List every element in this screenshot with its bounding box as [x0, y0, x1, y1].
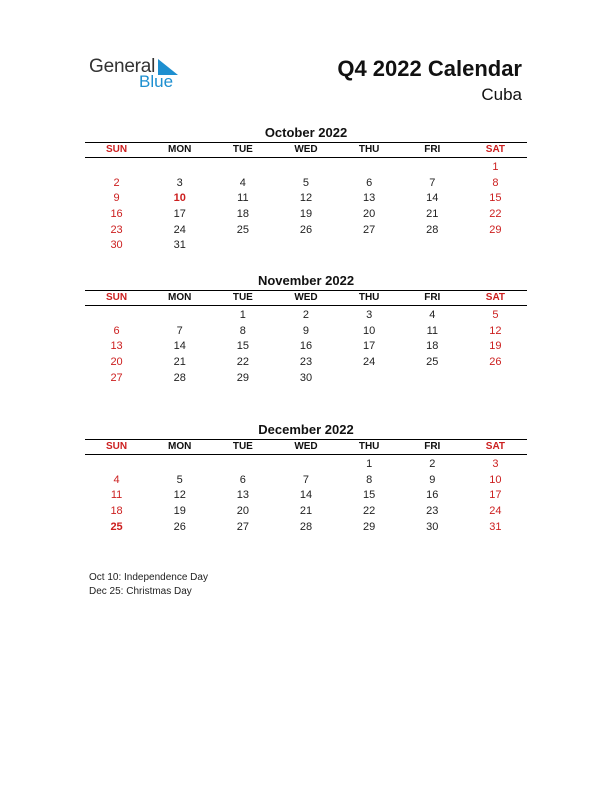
day-cell: 27: [110, 371, 123, 384]
month-december: [85, 421, 527, 535]
day-empty: [211, 457, 274, 473]
day-cell: 1: [239, 309, 246, 321]
day-cell: 30: [110, 239, 123, 252]
day-cell: 19: [489, 340, 502, 353]
weekday-sat: SAT: [485, 441, 506, 452]
day-cell: 23: [426, 505, 439, 518]
day-cell: 22: [489, 208, 502, 221]
day-cell: 2: [302, 309, 310, 321]
day-cell: 24: [363, 356, 376, 369]
day-cell: 12: [299, 192, 313, 205]
day-cell: 17: [173, 208, 186, 221]
day-empty: [274, 160, 337, 176]
day-cell: 29: [236, 371, 249, 384]
country-name: Cuba: [481, 85, 522, 104]
day-cell: 6: [239, 473, 246, 486]
day-cell: 16: [299, 340, 313, 353]
weekday-tue: TUE: [232, 441, 253, 452]
day-cell: 21: [299, 505, 313, 518]
weekday-fri: FRI: [424, 144, 441, 155]
day-cell: 9: [302, 324, 310, 337]
day-cell: 1: [492, 161, 499, 173]
day-grid: [85, 457, 527, 535]
day-cell: 22: [236, 356, 249, 369]
day-cell: 23: [299, 356, 313, 369]
day-cell: 13: [110, 340, 123, 353]
day-empty: [148, 160, 211, 176]
day-cell: 2: [429, 458, 436, 470]
weekday-mon: MON: [168, 441, 192, 452]
day-empty: [148, 457, 211, 473]
weekday-wed: WED: [294, 144, 318, 155]
day-cell: 20: [236, 505, 249, 518]
month-november: [85, 272, 527, 386]
holiday-list: [89, 571, 208, 598]
day-grid: [85, 308, 527, 386]
day-cell: 11: [237, 192, 249, 205]
day-cell: 18: [426, 340, 439, 353]
logo-text-blue: Blue: [139, 72, 174, 91]
day-cell: 20: [110, 356, 123, 369]
day-empty: [85, 457, 148, 473]
day-cell: 23: [110, 223, 123, 236]
day-cell: 31: [489, 520, 502, 533]
day-cell: 17: [489, 489, 502, 502]
day-cell: 14: [299, 489, 313, 502]
weekday-sun: SUN: [106, 441, 128, 452]
day-cell: 4: [239, 176, 246, 189]
day-cell: 6: [113, 324, 120, 337]
day-cell: 29: [489, 223, 502, 236]
day-cell: 25: [236, 223, 249, 236]
day-cell: 4: [113, 473, 120, 486]
weekday-fri: FRI: [424, 441, 441, 452]
day-cell: 17: [363, 340, 376, 353]
weekday-sun: SUN: [106, 144, 128, 155]
day-cell: 7: [429, 176, 436, 189]
day-cell: 21: [426, 208, 439, 221]
day-cell: 5: [176, 473, 183, 486]
day-cell: 21: [173, 356, 186, 369]
day-cell: 27: [236, 520, 249, 533]
day-cell: 3: [176, 176, 183, 189]
day-cell: 11: [110, 489, 123, 502]
day-cell: 26: [173, 520, 186, 533]
month-october: [85, 124, 527, 254]
day-cell: 12: [489, 324, 502, 337]
month-title: December 2022: [258, 422, 354, 437]
weekday-rule: [85, 157, 527, 158]
day-cell: 22: [363, 505, 376, 518]
page-title: Q4 2022 Calendar: [337, 56, 522, 81]
day-empty: [85, 308, 148, 324]
weekday-mon: MON: [168, 292, 192, 303]
day-cell: 28: [426, 223, 439, 236]
day-cell: 5: [302, 176, 310, 189]
day-cell: 9: [113, 192, 120, 205]
day-empty: [211, 160, 274, 176]
day-cell: 19: [299, 208, 313, 221]
month-title: October 2022: [264, 125, 348, 140]
day-cell: 8: [239, 324, 246, 337]
day-cell: 8: [492, 176, 499, 189]
day-cell: 26: [299, 223, 313, 236]
weekday-thu: THU: [358, 441, 380, 452]
day-cell: 15: [363, 489, 376, 502]
day-cell: 16: [426, 489, 439, 502]
day-cell: 28: [173, 371, 186, 384]
day-empty: [148, 308, 211, 324]
weekday-mon: MON: [168, 144, 192, 155]
holiday-item: Oct 10: Independence Day: [89, 572, 208, 583]
weekday-sat: SAT: [485, 292, 506, 303]
day-cell: 14: [426, 192, 439, 205]
day-cell: 4: [429, 309, 436, 321]
weekday-header: [85, 440, 527, 454]
day-cell: 12: [173, 489, 186, 502]
weekday-sat: SAT: [485, 144, 506, 155]
day-holiday: 25: [110, 520, 123, 533]
weekday-thu: THU: [358, 292, 380, 303]
day-cell: 7: [176, 324, 183, 337]
day-cell: 2: [113, 176, 120, 189]
weekday-rule: [85, 305, 527, 306]
day-cell: 14: [173, 340, 186, 353]
day-cell: 10: [363, 324, 376, 337]
day-cell: 15: [489, 192, 502, 205]
day-cell: 3: [366, 309, 373, 321]
day-cell: 30: [299, 371, 313, 384]
day-cell: 19: [173, 505, 186, 518]
day-holiday: 10: [173, 192, 186, 205]
weekday-wed: WED: [294, 292, 318, 303]
day-cell: 9: [429, 473, 436, 486]
month-title: November 2022: [257, 273, 355, 288]
weekday-tue: TUE: [232, 292, 253, 303]
day-grid: [85, 160, 527, 254]
day-cell: 13: [236, 489, 249, 502]
day-cell: 31: [173, 239, 186, 252]
weekday-thu: THU: [358, 144, 380, 155]
weekday-header: [85, 143, 527, 157]
day-cell: 28: [299, 520, 313, 533]
day-cell: 8: [366, 473, 373, 486]
logo-text-general: General: [89, 56, 156, 77]
day-empty: [338, 160, 401, 176]
day-cell: 26: [489, 356, 502, 369]
weekday-sun: SUN: [106, 292, 128, 303]
weekday-tue: TUE: [232, 144, 253, 155]
day-cell: 27: [363, 223, 376, 236]
day-cell: 25: [426, 356, 439, 369]
weekday-header: [85, 291, 527, 305]
day-cell: 30: [426, 520, 439, 533]
logo: [89, 56, 189, 92]
weekday-wed: WED: [294, 441, 318, 452]
day-cell: 15: [236, 340, 249, 353]
day-cell: 18: [236, 208, 249, 221]
day-cell: 24: [489, 505, 502, 518]
day-cell: 6: [366, 176, 373, 189]
day-cell: 20: [363, 208, 376, 221]
weekday-fri: FRI: [424, 292, 441, 303]
day-cell: 18: [110, 505, 123, 518]
holiday-item: Dec 25: Christmas Day: [89, 585, 192, 597]
day-cell: 1: [366, 458, 373, 470]
day-cell: 3: [492, 458, 499, 470]
day-cell: 24: [173, 223, 186, 236]
day-cell: 16: [110, 208, 123, 221]
day-empty: [274, 457, 337, 473]
day-cell: 10: [489, 473, 502, 486]
day-cell: 5: [492, 309, 499, 321]
day-cell: 11: [426, 324, 438, 337]
day-empty: [401, 160, 464, 176]
day-cell: 13: [363, 192, 376, 205]
day-empty: [85, 160, 148, 176]
weekday-rule: [85, 454, 527, 455]
day-cell: 7: [302, 473, 310, 486]
day-cell: 29: [363, 520, 376, 533]
